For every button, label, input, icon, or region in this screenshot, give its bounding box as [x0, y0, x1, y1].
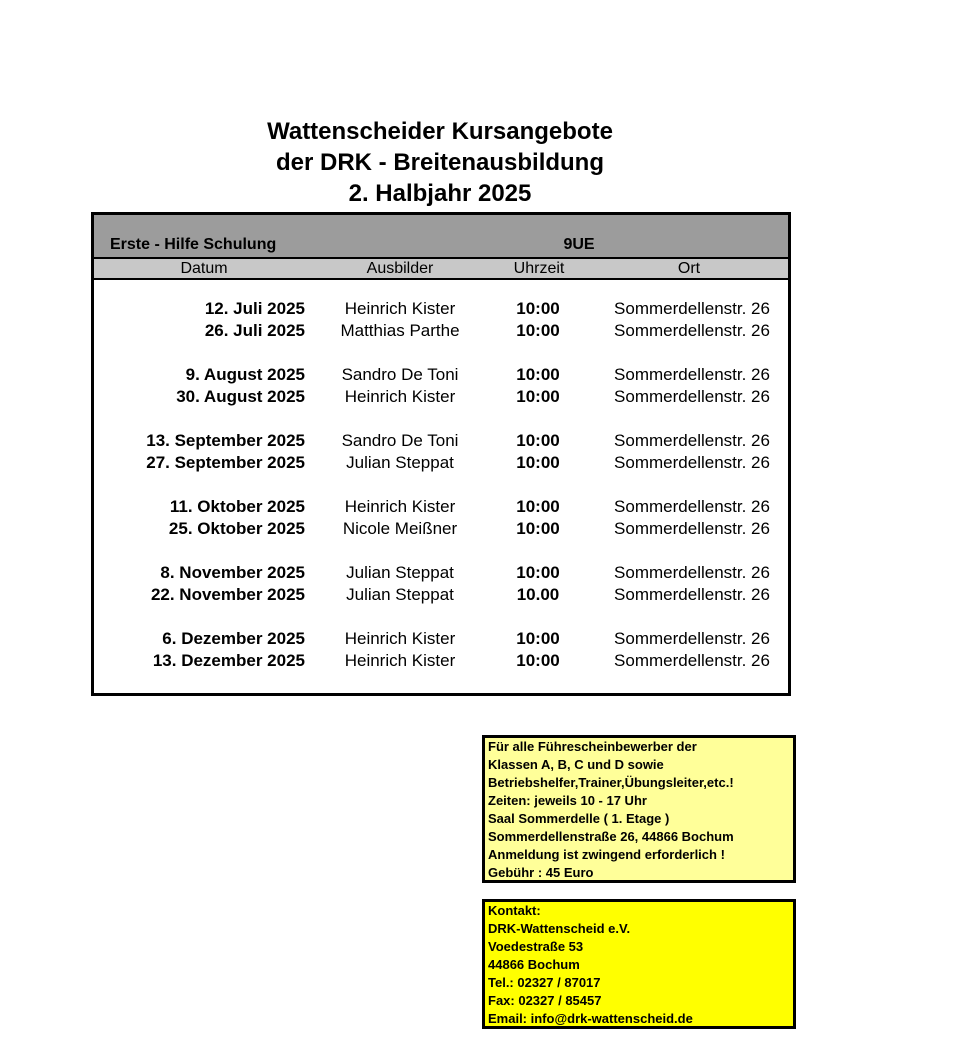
row-place: Sommerdellenstr. 26 — [614, 629, 770, 648]
table-row — [94, 651, 788, 673]
row-date: 22. November 2025 — [150, 585, 305, 604]
row-time: 10:00 — [516, 431, 560, 450]
info-line: Anmeldung ist zwingend erforderlich ! — [488, 847, 725, 862]
row-place: Sommerdellenstr. 26 — [614, 585, 770, 604]
row-time: 10:00 — [516, 629, 560, 648]
row-place: Sommerdellenstr. 26 — [614, 497, 770, 516]
table-row — [94, 497, 788, 519]
info-line: Betriebshelfer,Trainer,Übungsleiter,etc.! — [488, 775, 734, 790]
table-row — [94, 519, 788, 541]
row-time: 10:00 — [516, 299, 560, 318]
contact-phone: Tel.: 02327 / 87017 — [488, 975, 601, 990]
row-place: Sommerdellenstr. 26 — [614, 387, 770, 406]
row-trainer: Julian Steppat — [346, 453, 454, 472]
row-trainer: Sandro De Toni — [341, 431, 459, 450]
row-trainer: Heinrich Kister — [344, 651, 456, 670]
row-time: 10:00 — [516, 453, 560, 472]
row-place: Sommerdellenstr. 26 — [614, 519, 770, 538]
column-header-row — [94, 259, 788, 280]
table-row — [94, 365, 788, 387]
row-trainer: Heinrich Kister — [344, 629, 456, 648]
info-line: Klassen A, B, C und D sowie — [488, 757, 664, 772]
contact-city: 44866 Bochum — [488, 957, 580, 972]
row-date: 8. November 2025 — [160, 563, 305, 582]
column-header-place: Ort — [677, 260, 701, 277]
row-time: 10.00 — [516, 585, 560, 604]
row-trainer: Sandro De Toni — [341, 365, 459, 384]
contact-email: Email: info@drk-wattenscheid.de — [488, 1011, 693, 1026]
row-trainer: Heinrich Kister — [344, 497, 456, 516]
row-place: Sommerdellenstr. 26 — [614, 431, 770, 450]
info-line: Saal Sommerdelle ( 1. Etage ) — [488, 811, 670, 826]
row-time: 10:00 — [516, 497, 560, 516]
table-row — [94, 629, 788, 651]
row-trainer: Heinrich Kister — [344, 387, 456, 406]
info-box — [482, 735, 796, 883]
row-time: 10:00 — [516, 387, 560, 406]
contact-street: Voedestraße 53 — [488, 939, 584, 954]
course-units: 9UE — [563, 236, 595, 253]
row-place: Sommerdellenstr. 26 — [614, 365, 770, 384]
row-time: 10:00 — [516, 563, 560, 582]
row-time: 10:00 — [516, 365, 560, 384]
row-date: 25. Oktober 2025 — [168, 519, 305, 538]
row-trainer: Julian Steppat — [346, 585, 454, 604]
info-line: Gebühr : 45 Euro — [488, 865, 594, 880]
title-line-2: der DRK - Breitenausbildung — [275, 149, 605, 176]
row-date: 26. Juli 2025 — [204, 321, 305, 340]
info-line: Für alle Führescheinbewerber der — [488, 739, 697, 754]
row-trainer: Heinrich Kister — [344, 299, 456, 318]
row-place: Sommerdellenstr. 26 — [614, 651, 770, 670]
row-date: 6. Dezember 2025 — [162, 629, 305, 648]
title-line-1: Wattenscheider Kursangebote — [267, 118, 613, 145]
column-header-time: Uhrzeit — [513, 260, 565, 277]
row-place: Sommerdellenstr. 26 — [614, 563, 770, 582]
contact-fax: Fax: 02327 / 85457 — [488, 993, 602, 1008]
row-trainer: Nicole Meißner — [342, 519, 458, 538]
row-time: 10:00 — [516, 519, 560, 538]
row-date: 13. September 2025 — [146, 431, 305, 450]
row-date: 9. August 2025 — [185, 365, 305, 384]
page-title — [90, 116, 790, 209]
table-row — [94, 563, 788, 585]
table-row — [94, 321, 788, 343]
row-place: Sommerdellenstr. 26 — [614, 321, 770, 340]
info-line: Sommerdellenstraße 26, 44866 Bochum — [488, 829, 734, 844]
table-row — [94, 431, 788, 453]
row-trainer: Julian Steppat — [346, 563, 454, 582]
row-date: 27. September 2025 — [146, 453, 305, 472]
course-table — [91, 212, 791, 696]
course-header — [94, 215, 788, 259]
row-place: Sommerdellenstr. 26 — [614, 299, 770, 318]
table-row — [94, 585, 788, 607]
contact-heading: Kontakt: — [488, 903, 541, 918]
table-row — [94, 299, 788, 321]
title-line-3: 2. Halbjahr 2025 — [348, 180, 532, 207]
row-date: 12. Juli 2025 — [204, 299, 305, 318]
column-header-date: Datum — [180, 260, 228, 277]
row-date: 11. Oktober 2025 — [169, 497, 305, 516]
course-name: Erste - Hilfe Schulung — [110, 236, 277, 253]
column-header-trainer: Ausbilder — [366, 260, 434, 277]
row-time: 10:00 — [516, 321, 560, 340]
contact-box — [482, 899, 796, 1029]
row-date: 13. Dezember 2025 — [152, 651, 305, 670]
table-row — [94, 387, 788, 409]
row-time: 10:00 — [516, 651, 560, 670]
contact-organization: DRK-Wattenscheid e.V. — [488, 921, 631, 936]
info-line: Zeiten: jeweils 10 - 17 Uhr — [488, 793, 647, 808]
row-place: Sommerdellenstr. 26 — [614, 453, 770, 472]
row-trainer: Matthias Parthe — [340, 321, 460, 340]
table-row — [94, 453, 788, 475]
row-date: 30. August 2025 — [176, 387, 305, 406]
